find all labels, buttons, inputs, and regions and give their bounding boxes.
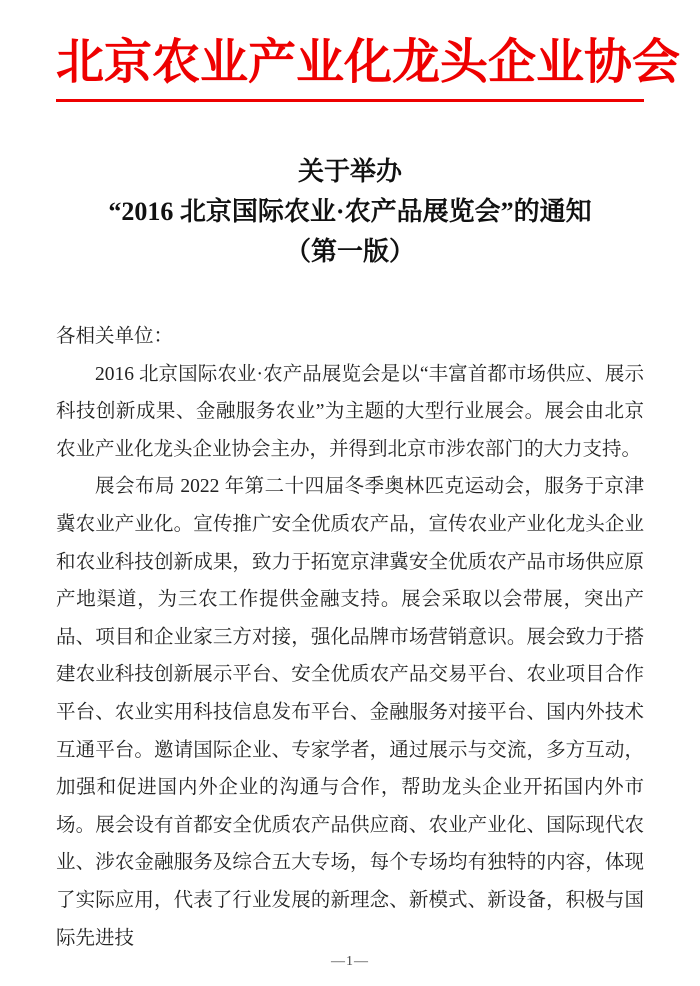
salutation: 各相关单位： — [56, 326, 174, 347]
notice-title-line-3: （第一版） — [284, 237, 415, 266]
notice-title-line-2: “2016 北京国际农业·农产品展览会”的通知 — [108, 197, 592, 226]
body-paragraph-2: 展会布局 2022 年第二十四届冬季奥林匹克运动会，服务于京津冀农业产业化。宣传推广安全优质农产品，宣传农业产业化龙头企业和农业科技创新成果，致力于拓宽京津冀安全优质农产品市场供应原产地渠道，为三农工作提供金融支持。展会采取以会带展，突出产品、项目和企业家三方对接，强化品牌市场营销意识。展会致力于搭建农业科技创新展示平台、安全优质农产品交易平台、农业项目合作平台、农业实用科技信息发布平台、金融服务对接平台、国内外技术互通平台。邀请国际企业、专家学者，通过展示与交流，多方互动，加强和促进国内外企业的沟通与合作，帮助龙头企业开拓国内外市场。展会设有首都安全优质农产品供应商、农业产业化、国际现代农业、涉农金融服务及综合五大专场，每个专场均有独特的内容，体现了实际应用，代表了行业发展的新理念、新模式、新设备，积极与国际先进技 — [56, 476, 644, 949]
letterhead-divider-rule — [56, 99, 644, 102]
letterhead-org-name: 北京农业产业化龙头企业协会 — [56, 36, 681, 89]
notice-title-line-1: 关于举办 — [297, 157, 402, 186]
notice-body — [56, 318, 644, 957]
notice-title — [56, 152, 644, 272]
page-number: —1— — [331, 954, 369, 969]
body-paragraph-1: 2016 北京国际农业·农产品展览会是以“丰富首都市场供应、展示科技创新成果、金融服务农业”为主题的大型行业展会。展会由北京农业产业化龙头企业协会主办，并得到北京市涉农部门的大力支持。 — [56, 363, 644, 460]
